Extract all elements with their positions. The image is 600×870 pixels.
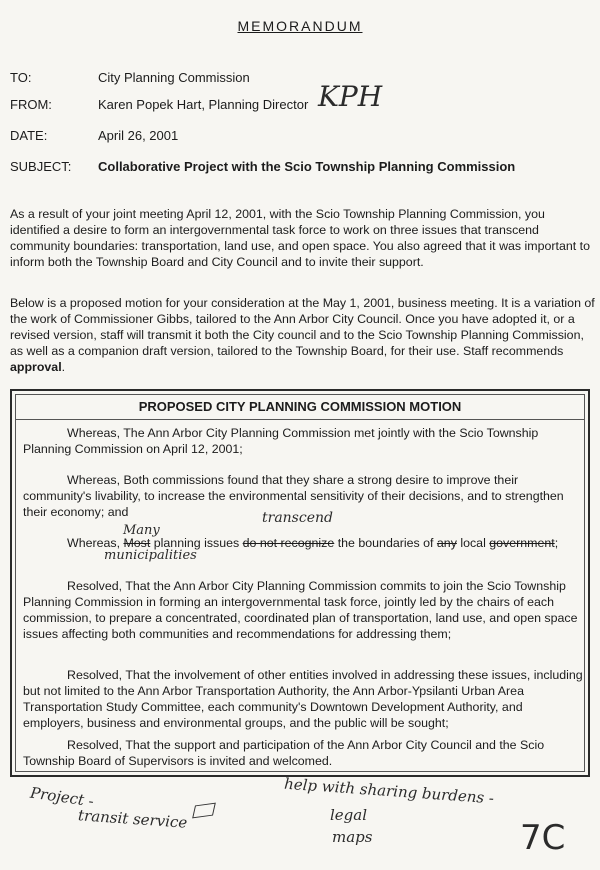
clause-resolved-2 bbox=[23, 667, 583, 731]
clause-3-part: Whereas, bbox=[67, 536, 124, 550]
clause-6-text: Resolved, That the support and participation of the Ann Arbor City Council and the Scio Township Board of Supervisors is invited and welcomed. bbox=[23, 738, 545, 768]
clause-3-part: local bbox=[456, 536, 490, 550]
clause-4-text: Resolved, That the Ann Arbor City Planning Commission commits to join the Scio Township Planning Commission in forming an intergovernmental task force, jointly led by the chairs of each commission, to prepare a concentrated, coordinated plan of transportation, land use, and open space issues affecting both communities and recommendations for addressing them; bbox=[23, 579, 578, 641]
initials-signature: KPH bbox=[318, 80, 383, 113]
handwritten-note-burdens: help with sharing burdens - bbox=[283, 774, 495, 808]
motion-box-inner bbox=[15, 394, 585, 772]
clause-resolved-3 bbox=[23, 737, 583, 769]
from-label: FROM: bbox=[10, 97, 52, 112]
note-municipalities: municipalities bbox=[104, 548, 197, 563]
date-value: April 26, 2001 bbox=[98, 128, 179, 143]
clause-whereas-1 bbox=[23, 425, 583, 457]
approval-text: approval bbox=[10, 360, 62, 374]
clause-2-text: Whereas, Both commissions found that they share a strong desire to improve their community's livability, to increase the environmental sensitivity of their decisions, and to strengthen their economy; and bbox=[23, 473, 564, 519]
struck-do-not-recognize: do not recognize bbox=[242, 536, 335, 550]
struck-any: any bbox=[436, 536, 457, 550]
from-value: Karen Popek Hart, Planning Director bbox=[98, 97, 309, 112]
struck-government: government bbox=[489, 536, 555, 550]
handwritten-note-transit: transit service bbox=[77, 806, 188, 832]
note-many: Many bbox=[123, 523, 160, 538]
page-mark: 7C bbox=[520, 818, 566, 858]
motion-box bbox=[10, 389, 590, 777]
date-label: DATE: bbox=[10, 128, 48, 143]
clause-resolved-1 bbox=[23, 578, 583, 642]
to-label: TO: bbox=[10, 70, 32, 85]
handwritten-note-legal: legal bbox=[330, 806, 368, 824]
subject-label: SUBJECT: bbox=[10, 159, 72, 174]
intro-paragraph: As a result of your joint meeting April 12, 2001, with the Scio Township Planning Commission, you identified a desire to form an intergovernmental task force to work on three issues that transcend community boundaries: transportation, land use, and open space. You also agreed that it was important to inform both the Township Board and City Council and to invite their support. bbox=[10, 207, 590, 269]
subject-value: Collaborative Project with the Scio Township Planning Commission bbox=[98, 159, 516, 174]
clause-3-part: ; bbox=[554, 536, 559, 550]
motion-paragraph-end: . bbox=[61, 360, 66, 374]
clause-3-part: planning issues bbox=[150, 536, 243, 550]
struck-most: Most bbox=[123, 536, 151, 550]
box-sketch-icon bbox=[192, 803, 216, 819]
motion-paragraph-text: Below is a proposed motion for your consideration at the May 1, 2001, business meeting. It is a variation of the work of Commissioner Gibbs, tailored to the Ann Arbor City Council. Once you have adopted it, or a revised version, staff will transmit it both the City council and to the Scio Township Planning Commission, as well as a companion draft version, tailored to the Township Board, for their use. Staff recommends bbox=[10, 296, 595, 358]
note-transcend: transcend bbox=[262, 510, 333, 526]
motion-paragraph bbox=[10, 295, 596, 375]
clause-5-text: Resolved, That the involvement of other entities involved in addressing these issues, including but not limited to the Ann Arbor Transportation Authority, the Ann Arbor-Ypsilanti Urban Area Transportation Study Committee, each community's Downtown Development Authority, and employers, business and environmental groups, and the public will be sought; bbox=[23, 668, 583, 730]
clause-3-part: the boundaries of bbox=[334, 536, 437, 550]
handwritten-note-maps: maps bbox=[332, 828, 373, 846]
memo-title: MEMORANDUM bbox=[237, 18, 363, 34]
motion-title: PROPOSED CITY PLANNING COMMISSION MOTION bbox=[16, 395, 584, 420]
clause-1-text: Whereas, The Ann Arbor City Planning Commission met jointly with the Scio Township Planning Commission on April 12, 2001; bbox=[23, 426, 539, 456]
handwritten-note-project: Project - bbox=[29, 783, 96, 811]
to-value: City Planning Commission bbox=[98, 70, 250, 85]
